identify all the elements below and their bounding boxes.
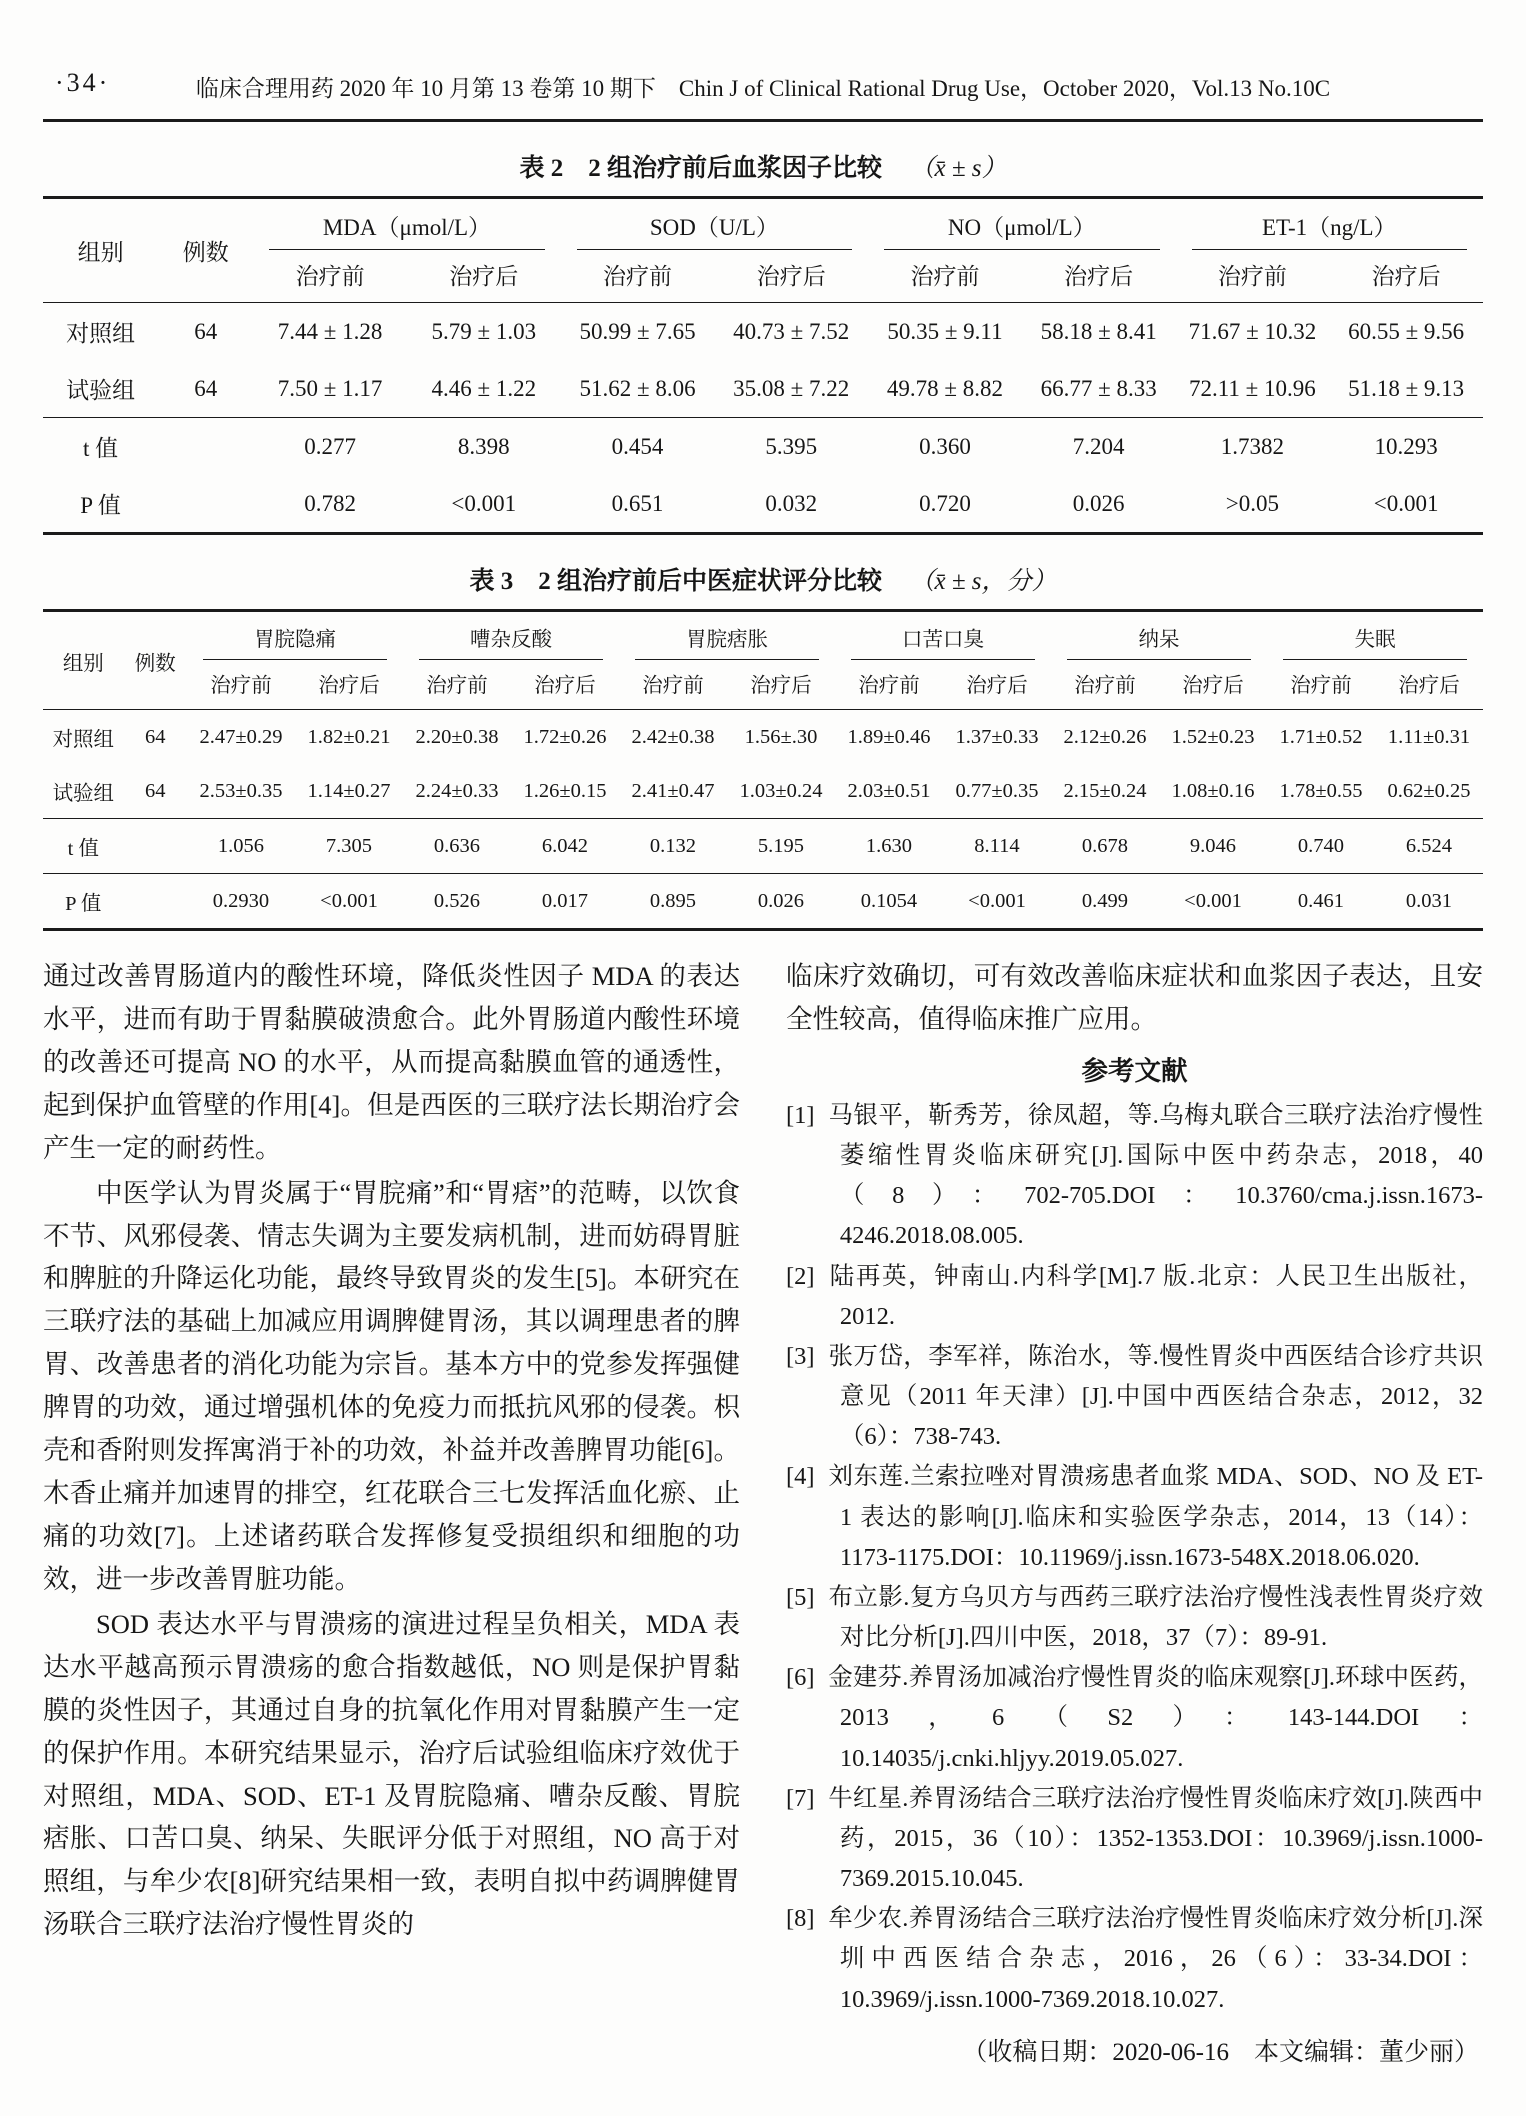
subcol-post: 治疗后 bbox=[1022, 250, 1176, 303]
cell-value: 0.031 bbox=[1375, 874, 1483, 930]
cell-n: 64 bbox=[145, 779, 166, 802]
cell-value: 58.18 ± 8.41 bbox=[1040, 318, 1157, 344]
cell-value: 1.37±0.33 bbox=[955, 725, 1039, 748]
table-row-control bbox=[43, 303, 1483, 361]
cell-value: 0.454 bbox=[561, 418, 715, 476]
subcol-post: 治疗后 bbox=[295, 660, 403, 710]
col-header-n: 例数 bbox=[158, 198, 253, 303]
cell-value: 2.47±0.29 bbox=[199, 725, 283, 748]
cell-value: 0.678 bbox=[1051, 819, 1159, 874]
cell-value: 2.42±0.38 bbox=[631, 725, 715, 748]
cell-value: 0.651 bbox=[611, 490, 664, 516]
table-row-trial bbox=[43, 764, 1483, 819]
cell-value: 8.398 bbox=[407, 418, 561, 476]
page-number: ·34· bbox=[55, 68, 111, 97]
cell-value: 0.277 bbox=[253, 418, 407, 476]
references-heading: 参考文献 bbox=[1081, 1055, 1188, 1086]
cell-group-label: P 值 bbox=[80, 493, 121, 518]
subcol-post: 治疗后 bbox=[727, 660, 835, 710]
col-group-epigastric-pain: 胃脘隐痛 bbox=[187, 611, 403, 661]
table-row-control bbox=[43, 710, 1483, 765]
cell-value: 10.293 bbox=[1329, 418, 1483, 476]
cell-value: 0.526 bbox=[403, 874, 511, 930]
cell-value: 0.026 bbox=[1072, 490, 1125, 516]
table-row-pvalue bbox=[43, 475, 1483, 534]
cell-group-label: 对照组 bbox=[52, 729, 115, 751]
table-subheader-row bbox=[43, 250, 1483, 303]
reference-number: [3] bbox=[786, 1342, 815, 1370]
cell-group-label: t 值 bbox=[43, 418, 158, 476]
cell-value: 0.895 bbox=[619, 874, 727, 930]
col-group-et1: ET-1（ng/L） bbox=[1176, 198, 1483, 251]
table-row-trial bbox=[43, 360, 1483, 418]
cell-value: 9.046 bbox=[1159, 819, 1267, 874]
right-column bbox=[786, 955, 1483, 2068]
reference-item bbox=[786, 1337, 1483, 1458]
reference-item bbox=[786, 1457, 1483, 1578]
cell-value: 6.524 bbox=[1375, 819, 1483, 874]
subcol-post: 治疗后 bbox=[1159, 660, 1267, 710]
col-group-no: NO（μmol/L） bbox=[868, 198, 1175, 251]
reference-item bbox=[786, 1257, 1483, 1337]
body-paragraph: SOD 表达水平与胃溃疡的演进过程呈负相关，MDA 表达水平越高预示胃溃疡的愈合指数越低，NO 则是保护胃黏膜的炎性因子，其通过自身的抗氧化作用对胃黏膜产生一定的保护作用。本研究结果显示，治疗后试验组临床疗效优于对照组，MDA、SOD、ET-1 及胃脘隐痛、嘈杂反酸、胃脘痞胀、口苦口臭、纳呆、失眠评分低于对照组，NO 高于对照组，与牟少农[8]研究结果相一致，表明自拟中药调脾健胃汤联合三联疗法治疗慢性胃炎的 bbox=[43, 1608, 740, 1940]
cell-value: <0.001 bbox=[451, 490, 517, 516]
cell-value: 1.71±0.52 bbox=[1279, 725, 1363, 748]
cell-value: 1.52±0.23 bbox=[1171, 725, 1255, 748]
reference-text: 马银平，靳秀芳，徐凤超，等.乌梅丸联合三联疗法治疗慢性萎缩性胃炎临床研究[J].国际中医中药杂志，2018，40（8）：702-705.DOI：10.3760/cma.j.issn.1673-4246.2018.08.005. bbox=[828, 1101, 1483, 1250]
cell-value: 2.53±0.35 bbox=[199, 779, 283, 802]
body-paragraph: 通过改善胃肠道内的酸性环境，降低炎性因子 MDA 的表达水平，进而有助于胃黏膜破溃愈合。此外胃肠道内酸性环境的改善还可提高 NO 的水平，从而提高黏膜血管的通透性，起到保护血管壁的作用[4]。但是西医的三联疗法长期治疗会产生一定的耐药性。 bbox=[43, 961, 740, 1163]
cell-group-label: 试验组 bbox=[52, 783, 115, 805]
cell-value: <0.001 bbox=[295, 874, 403, 930]
subcol-post: 治疗后 bbox=[1329, 250, 1483, 303]
body-paragraph: 中医学认为胃炎属于“胃脘痛”和“胃痞”的范畴，以饮食不节、风邪侵袭、情志失调为主要发病机制，进而妨碍胃脏和脾脏的升降运化功能，最终导致胃炎的发生[5]。本研究在三联疗法的基础上加减应用调脾健胃汤，其以调理患者的脾胃、改善患者的消化功能为宗旨。基本方中的党参发挥强健脾胃的功效，通过增强机体的免疫力而抵抗风邪的侵袭。枳壳和香附则发挥寓消于补的功效，补益并改善脾胃功能[6]。木香止痛并加速胃的排空，红花联合三七发挥活血化瘀、止痛的功效[7]。上述诸药联合发挥修复受损组织和细胞的功效，进一步改善胃脏功能。 bbox=[43, 1177, 740, 1594]
cell-value: 72.11 ± 10.96 bbox=[1189, 375, 1316, 401]
cell-group-label: P 值 bbox=[43, 874, 124, 930]
cell-value: 50.99 ± 7.65 bbox=[579, 318, 696, 344]
cell-n: 64 bbox=[194, 375, 218, 401]
table3-caption-note: （x̄ ± s，分） bbox=[909, 568, 1057, 595]
running-head bbox=[43, 64, 1483, 122]
table-plasma-factors bbox=[43, 196, 1483, 535]
cell-value: <0.001 bbox=[1373, 490, 1439, 516]
cell-value: 0.017 bbox=[511, 874, 619, 930]
reference-number: [2] bbox=[786, 1262, 815, 1290]
cell-value: 1.056 bbox=[187, 819, 295, 874]
reference-text: 金建芬.养胃汤加减治疗慢性胃炎的临床观察[J].环球中医药，2013，6（S2）：143-144.DOI：10.14035/j.cnki.hljyy.2019.05.027. bbox=[828, 1664, 1483, 1772]
col-header-group: 组别 bbox=[43, 611, 124, 710]
subcol-pre: 治疗前 bbox=[619, 660, 727, 710]
reference-item bbox=[786, 1899, 1483, 2020]
body-paragraph: 临床疗效确切，可有效改善临床症状和血浆因子表达，且安全性较高，值得临床推广应用。 bbox=[786, 961, 1483, 1034]
cell-value: 4.46 ± 1.22 bbox=[431, 375, 537, 401]
cell-value: 0.62±0.25 bbox=[1387, 779, 1471, 802]
cell-value: 0.2930 bbox=[187, 874, 295, 930]
cell-n bbox=[124, 819, 187, 874]
cell-value: 49.78 ± 8.82 bbox=[886, 375, 1004, 401]
cell-value: 8.114 bbox=[943, 819, 1051, 874]
col-group-bitter-mouth: 口苦口臭 bbox=[835, 611, 1051, 661]
cell-value: 1.11±0.31 bbox=[1387, 725, 1471, 748]
col-header-n: 例数 bbox=[124, 611, 187, 710]
cell-value: 1.89±0.46 bbox=[847, 725, 931, 748]
reference-number: [7] bbox=[786, 1784, 815, 1812]
cell-value: 7.204 bbox=[1022, 418, 1176, 476]
table-header-row bbox=[43, 611, 1483, 661]
cell-value: <0.001 bbox=[943, 874, 1051, 930]
col-group-anorexia: 纳呆 bbox=[1051, 611, 1267, 661]
table-row-tvalue bbox=[43, 418, 1483, 476]
reference-number: [5] bbox=[786, 1583, 815, 1611]
reference-text: 牛红星.养胃汤结合三联疗法治疗慢性胃炎临床疗效[J].陕西中药，2015，36（10）：1352-1353.DOI：10.3969/j.issn.1000-7369.2015.10.045. bbox=[828, 1784, 1483, 1893]
reference-item bbox=[786, 1779, 1483, 1900]
cell-value: 0.1054 bbox=[835, 874, 943, 930]
cell-value: 35.08 ± 7.22 bbox=[733, 375, 850, 401]
cell-value: 1.78±0.55 bbox=[1279, 779, 1363, 802]
subcol-pre: 治疗前 bbox=[187, 660, 295, 710]
cell-value: 51.18 ± 9.13 bbox=[1348, 375, 1465, 401]
table2-caption-title: 2 组治疗前后血浆因子比较 bbox=[588, 155, 882, 182]
article-body bbox=[43, 955, 1483, 2068]
table-header-row bbox=[43, 198, 1483, 251]
cell-value: 2.41±0.47 bbox=[631, 779, 715, 802]
reference-number: [8] bbox=[786, 1905, 815, 1933]
subcol-post: 治疗后 bbox=[1375, 660, 1483, 710]
cell-value: 0.77±0.35 bbox=[955, 779, 1039, 802]
cell-value: 7.50 ± 1.17 bbox=[277, 375, 383, 401]
reference-item bbox=[786, 1096, 1483, 1257]
cell-value: <0.001 bbox=[1159, 874, 1267, 930]
cell-value: 1.630 bbox=[835, 819, 943, 874]
subcol-pre: 治疗前 bbox=[403, 660, 511, 710]
cell-value: 0.636 bbox=[403, 819, 511, 874]
cell-value: 0.032 bbox=[765, 490, 818, 516]
table2-caption-note: （x̄ ± s） bbox=[909, 155, 1007, 182]
cell-value: 40.73 ± 7.52 bbox=[733, 318, 850, 344]
subcol-post: 治疗后 bbox=[714, 250, 868, 303]
col-group-sod: SOD（U/L） bbox=[561, 198, 868, 251]
cell-value: 0.499 bbox=[1051, 874, 1159, 930]
cell-group-label: t 值 bbox=[43, 819, 124, 874]
cell-value: 7.305 bbox=[295, 819, 403, 874]
cell-value: 6.042 bbox=[511, 819, 619, 874]
table3-caption bbox=[43, 561, 1483, 597]
reference-text: 张万岱，李军祥，陈治水，等.慢性胃炎中西医结合诊疗共识意见（2011 年天津）[J].中国中西医结合杂志，2012，32（6）：738-743. bbox=[828, 1342, 1483, 1451]
cell-value: 1.72±0.26 bbox=[523, 725, 607, 748]
cell-value: 0.461 bbox=[1267, 874, 1375, 930]
col-group-insomnia: 失眠 bbox=[1267, 611, 1483, 661]
col-group-mda: MDA（μmol/L） bbox=[253, 198, 560, 251]
cell-n bbox=[158, 418, 253, 476]
col-group-acid-regurgitation: 嘈杂反酸 bbox=[403, 611, 619, 661]
subcol-pre: 治疗前 bbox=[561, 250, 715, 303]
table2-caption-label: 表 2 bbox=[519, 155, 564, 182]
cell-value: 1.03±0.24 bbox=[739, 779, 823, 802]
reference-text: 刘东莲.兰索拉唑对胃溃疡患者血浆 MDA、SOD、NO 及 ET-1 表达的影响[J].临床和实验医学杂志，2014，13（14）：1173-1175.DOI：10.11969/j.issn.1673-548X.2018.06.020. bbox=[828, 1463, 1483, 1571]
cell-n bbox=[158, 475, 253, 534]
cell-value: 0.026 bbox=[727, 874, 835, 930]
cell-value: 1.82±0.21 bbox=[307, 725, 391, 748]
table3-caption-label: 表 3 bbox=[469, 568, 514, 595]
cell-value: 0.740 bbox=[1267, 819, 1375, 874]
reference-text: 陆再英，钟南山.内科学[M].7 版.北京：人民卫生出版社，2012. bbox=[828, 1262, 1483, 1330]
reference-number: [4] bbox=[786, 1463, 815, 1491]
cell-value: 1.7382 bbox=[1176, 418, 1330, 476]
journal-title-line: 临床合理用药 2020 年 10 月第 13 卷第 10 期下 Chin J of Clinical Rational Drug Use，October 2020，Vol.13 No.10C bbox=[195, 76, 1331, 101]
reference-item bbox=[786, 1658, 1483, 1779]
col-group-epigastric-fullness: 胃脘痞胀 bbox=[619, 611, 835, 661]
table3-caption-title: 2 组治疗前后中医症状评分比较 bbox=[538, 568, 882, 595]
table-subheader-row bbox=[43, 660, 1483, 710]
subcol-post: 治疗后 bbox=[943, 660, 1051, 710]
cell-value: 1.08±0.16 bbox=[1171, 779, 1255, 802]
cell-value: 66.77 ± 8.33 bbox=[1040, 375, 1157, 401]
reference-number: [6] bbox=[786, 1664, 815, 1692]
reference-item bbox=[786, 1578, 1483, 1658]
cell-value: 5.195 bbox=[727, 819, 835, 874]
table-tcm-symptom-scores bbox=[43, 609, 1483, 931]
table-row-pvalue bbox=[43, 874, 1483, 930]
cell-value: 2.03±0.51 bbox=[847, 779, 931, 802]
cell-value: 71.67 ± 10.32 bbox=[1188, 318, 1317, 344]
cell-value: 0.782 bbox=[304, 490, 356, 516]
subcol-pre: 治疗前 bbox=[1176, 250, 1330, 303]
cell-value: 0.132 bbox=[619, 819, 727, 874]
table2-caption bbox=[43, 148, 1483, 184]
reference-text: 布立影.复方乌贝方与西药三联疗法治疗慢性浅表性胃炎疗效对比分析[J].四川中医，2018，37（7）：89-91. bbox=[828, 1583, 1483, 1652]
cell-value: 60.55 ± 9.56 bbox=[1348, 318, 1465, 344]
subcol-pre: 治疗前 bbox=[1051, 660, 1159, 710]
cell-value: 1.26±0.15 bbox=[523, 779, 607, 802]
reference-text: 牟少农.养胃汤结合三联疗法治疗慢性胃炎临床疗效分析[J].深圳中西医结合杂志，2016，26（6）：33-34.DOI：10.3969/j.issn.1000-7369.2018.10.027. bbox=[828, 1905, 1483, 2013]
cell-value: 1.14±0.27 bbox=[307, 779, 391, 802]
cell-n: 64 bbox=[145, 725, 166, 748]
reference-number: [1] bbox=[786, 1101, 815, 1129]
cell-value: 50.35 ± 9.11 bbox=[887, 318, 1003, 344]
subcol-pre: 治疗前 bbox=[253, 250, 407, 303]
subcol-post: 治疗后 bbox=[407, 250, 561, 303]
cell-value: 5.395 bbox=[714, 418, 868, 476]
cell-value: 0.360 bbox=[868, 418, 1022, 476]
cell-value: 7.44 ± 1.28 bbox=[277, 318, 383, 344]
cell-value: 51.62 ± 8.06 bbox=[579, 375, 696, 401]
subcol-pre: 治疗前 bbox=[868, 250, 1022, 303]
cell-value: 2.15±0.24 bbox=[1063, 779, 1147, 802]
received-date-line: （收稿日期：2020-06-16 本文编辑：董少丽） bbox=[962, 2038, 1479, 2066]
cell-value: 2.24±0.33 bbox=[415, 779, 499, 802]
col-header-group: 组别 bbox=[43, 198, 158, 303]
subcol-pre: 治疗前 bbox=[1267, 660, 1375, 710]
subcol-pre: 治疗前 bbox=[835, 660, 943, 710]
cell-value: 2.12±0.26 bbox=[1063, 725, 1147, 748]
cell-n bbox=[124, 874, 187, 930]
cell-value: 0.720 bbox=[919, 490, 971, 516]
subcol-post: 治疗后 bbox=[511, 660, 619, 710]
cell-group-label: 对照组 bbox=[66, 321, 136, 346]
table-row-tvalue bbox=[43, 819, 1483, 874]
cell-value: >0.05 bbox=[1225, 490, 1279, 516]
cell-n: 64 bbox=[194, 318, 218, 344]
cell-value: 1.56±.30 bbox=[744, 725, 818, 748]
cell-value: 5.79 ± 1.03 bbox=[431, 318, 537, 344]
left-column bbox=[43, 955, 740, 2068]
cell-group-label: 试验组 bbox=[66, 378, 136, 403]
cell-value: 2.20±0.38 bbox=[415, 725, 499, 748]
